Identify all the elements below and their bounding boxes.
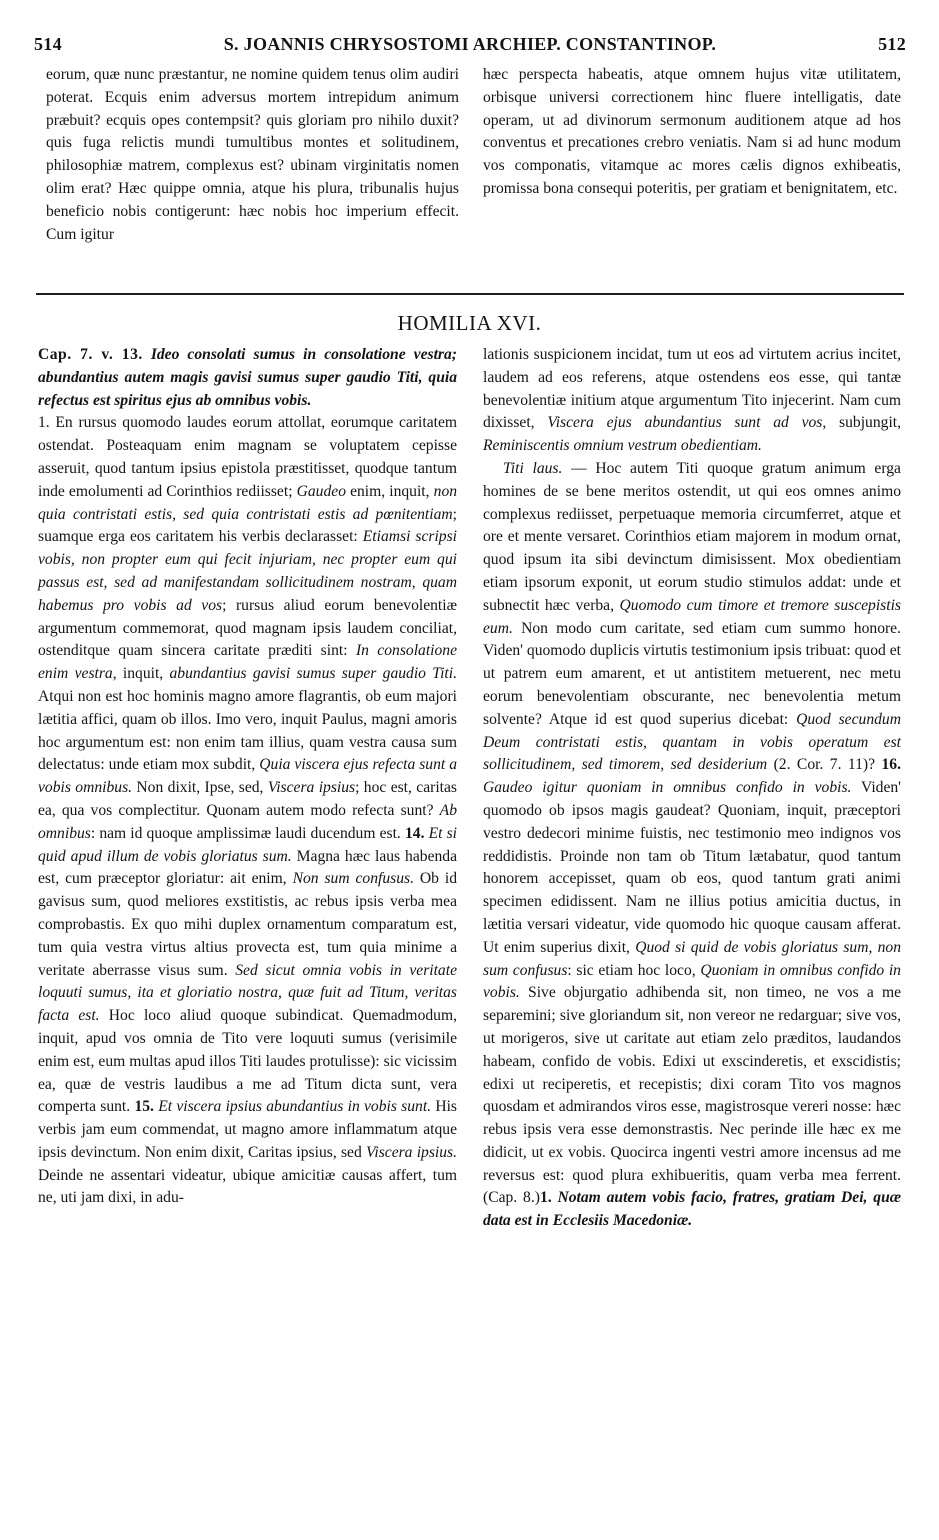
side-heading: Titi laus.: [503, 459, 563, 477]
text-span: — Hoc autem Titi quoque gratum animum erga homines de se bene meritos ostendit, ut qui eos omnes animo complexus rediisset, perpetuaque memoria circumferret, atque et ore et mente versaret. Corinthios etiam majorem in modum ornat, quod ipsum ita sibi devinctum dimisissent. Mox obedientiam etiam ipsorum exponit, ut eorum studio stimulos addat: unde et subnectit hæc verba,: [483, 459, 901, 614]
text-span: : nam id quoque amplissimæ laudi ducendum est.: [90, 824, 401, 842]
text-span: , subjungit,: [822, 414, 902, 432]
text-span: His verbis jam eum commendat, ut magno amore inflammatum atque ipsis devinctum. Non enim dixit, Caritas ipsius, sed: [38, 1098, 457, 1161]
quote-span: Viscera ejus abundantius sunt ad vos: [547, 414, 823, 432]
verse-number: 15.: [134, 1098, 154, 1116]
text-span: Viden' quomodo ob ipsos magis gaudeat? Quoniam, inquit, præceptori vestro dedecori minime fuistis, nec testimonio meo indignos vos reddidistis. Proinde non tam ob Titum lætabatur, quod tantum honorem accepisset, quam ob eos, quod tantum grati animi specimen edidissent. Nam ne illius potius amicitia ductus, in lætitia versari videatur, vide quomodo hic quoque causam afferat. Ut enim superius dixit,: [483, 779, 901, 956]
running-head: [34, 34, 906, 58]
left-body: [38, 412, 457, 1210]
quote-span: Quoniam in omnibus confido in vobis.: [483, 961, 901, 1002]
quote-span: non quia contristati estis, sed quia contristati estis ad pœnitentiam: [38, 482, 458, 523]
scripture-reference: (2. Cor. 7. 11)?: [773, 756, 876, 774]
cap-heading: [38, 344, 457, 412]
running-title: S. JOANNIS CHRYSOSTOMI ARCHIEP. CONSTANTINOP.: [223, 34, 717, 54]
quote-span: Quod secundum Deum contristati estis, quantam in vobis operatum est sollicitudinem, sed timorem, sed desiderium: [483, 710, 901, 774]
quote-span: Ab omnibus: [38, 801, 457, 842]
quote-span: Gaudeo: [296, 482, 346, 500]
quote-span: Reminiscentis omnium vestrum obedientiam.: [483, 437, 762, 455]
text-span: Magna hæc laus habenda est, cum præceptor gloriatur: ait enim,: [38, 847, 458, 888]
verse-number: 14.: [404, 824, 425, 842]
cap-verse: Ideo consolati sumus in consolatione vestra; abundantius autem magis gavisi sumus super gaudio Titi, quia refectus est spiritus ejus ab omnibus vobis.: [38, 346, 457, 409]
quote-span: Non sum confusus.: [292, 870, 414, 888]
right-body-1: [483, 344, 901, 458]
quote-span: abundantius gavisi sumus super gaudio Titi.: [169, 665, 457, 683]
quote-span: Etiamsi scripsi vobis, non propter eum qui fecit injuriam, nec propter eum qui passus est, sed ad manifestandam sollicitudinem nostram, quam habemus pro vobis ad vos: [38, 528, 457, 614]
verse-number: 16.: [881, 756, 901, 774]
cap-label: Cap. 7. v. 13.: [38, 346, 143, 363]
quote-span: Gaudeo igitur quoniam in omnibus confido in vobis.: [483, 779, 852, 797]
text-span: , inquit,: [112, 665, 164, 683]
homily-title: HOMILIA XVI.: [397, 311, 542, 335]
verse-number: 1.: [539, 1189, 552, 1207]
quote-span: Quomodo cum timore et tremore suscepistis eum.: [483, 596, 901, 637]
right-column: [483, 344, 901, 1233]
quote-span: Notam autem vobis facio, fratres, gratiam Dei, quæ data est in Ecclesiis Macedoniæ.: [483, 1189, 902, 1230]
text-span: Sive objurgatio adhibenda sit, non timeo, ne vos a me separemini; sive gloriandum sit, non vereor ne redarguar; sive vos, ut morigeros, sive ut caritate aut etiam zelo præditos, laudandos habeam, confido de vobis. Edixi ut exscinderetis, et exscidistis; edixi ut reciperetis, et recepistis; dixi coram Tito vos magnos quosdam et admirandos viros esse, magistrosque vereri nosse: hæc rebus ipsis vera esse demonstrastis. Nec perinde ille hæc ex me didicit, ut ex vobis. Quocirca ingenti vestri amore incensus ad me reversus est: quod plura exhibueritis, quam verba mea ferrent.: [483, 984, 901, 1184]
quote-span: Quod si quid de vobis gloriatus sum, non sum confusus: [483, 938, 902, 979]
text-span: 1. En rursus quomodo laudes eorum attollat, eorumque caritatem ostendat. Posteaquam enim magnam se voluptatem cepisse asseruit, quod tantum ipsius epistola præstitisset, quodque tantum inde emolumenti ad Corinthios rediisset;: [38, 414, 457, 500]
text-span: Non dixit, Ipse, sed,: [136, 779, 264, 797]
top-right-paragraph: hæc perspecta habeatis, atque omnem hujus vitæ utilitatem, orbisque universi correctionem hinc fluere intelligatis, date operam, ut ad divinorum sermonum auditionem atque ad hos conventus et precationes crebro veniatis. Nam si ad hunc modum vos componatis, vitamque ac mores cælis dignos exhibeatis, promissa bona consequi poteritis, per gratiam et benignitatem, etc.: [483, 66, 901, 197]
text-span: ; hoc est, caritas ea, qua vos complectitur. Quonam autem modo refecta sunt?: [38, 779, 457, 819]
quote-span: Et si quid apud illum de vobis gloriatus sum.: [38, 824, 458, 865]
text-span: : sic etiam hoc loco,: [567, 961, 696, 979]
text-span: Atqui non est hoc hominis magno amore flagrantis, ob eum majori lætitia affici, quam ob illos. Imo vero, inquit Paulus, magni amoris hoc argumentum est: non enim tam illius, quam vestra causa sum delectatus: unde etiam mox subdit,: [38, 687, 457, 774]
text-span: enim, inquit,: [350, 482, 430, 500]
text-span: lationis suspicionem incidat, tum ut eos ad virtutem acrius incitet, laudem ad eos referens, atque ostendens eos esse, qui tantæ benevolentiæ initium atque argumentum Tito injecerint. Nam cum dixisset,: [483, 346, 901, 432]
text-span: Ob id gavisus sum, quod meliores exstitistis, ac rebus ipsis verba mea comprobastis. Ex quo mihi duplex ornamentum comparatum est, tum quia vestra virtus altius provecta est, tum quia minime a veritate aberrasse visus sum.: [38, 870, 457, 979]
right-body-2: [483, 458, 901, 1233]
text-span: Deinde ne assentari videatur, ubique amicitiæ causas affert, tum ne, uti jam dixi, in adu-: [38, 1166, 457, 1207]
quote-span: Viscera ipsius: [267, 779, 356, 797]
top-right-column: [483, 64, 901, 201]
page-number-right: 512: [878, 34, 906, 54]
quote-span: Sed sicut omnia vobis in veritate loquuti sumus, ita et gloriatio nostra, quæ fuit ad Titum, veritas facta est.: [38, 961, 457, 1025]
chapter-reference: (Cap. 8.): [483, 1189, 540, 1207]
top-left-paragraph: eorum, quæ nunc præstantur, ne nomine quidem tenus olim audiri poterat. Ecquis enim adversus mortem intrepidum animum præbuit? ecquis opes contempsit? quis gloriam pro nihilo duxit? quis fuga relictis mundi tumultibus montes et solitudinem, philosophiæ matrem, complexus est? ubinam virginitatis nomen olim erat? Hæc quippe omnia, atque his plura, tribunalis hujus beneficio nobis contigerunt: hæc nobis hoc imperium effecit. Cum igitur: [46, 66, 459, 243]
text-span: ; suamque erga eos caritatem his verbis declarasset:: [38, 505, 457, 546]
quote-span: Quia viscera ejus refecta sunt a vobis omnibus.: [38, 756, 457, 797]
top-left-column: [46, 64, 459, 246]
quote-span: Viscera ipsius.: [366, 1143, 458, 1161]
quote-span: In consolatione enim vestra: [38, 642, 458, 683]
text-span: ; rursus aliud eorum benevolentiæ argumentum commemorat, quod magnam ipsis laudem conciliat, ostenditque quam sincera caritate præditi sint:: [38, 596, 457, 660]
section-divider: [36, 293, 904, 295]
quote-span: Et viscera ipsius abundantius in vobis sunt.: [158, 1098, 432, 1116]
text-span: Non modo cum caritate, sed etiam cum summo honore. Viden' quomodo duplicis virtutis testimonium ipsis tribuat: quod et ut patrem eum amarent, et ut antistitem metuerent, nec metu eorum benevolentiam obscurante, nec benevolentia metum solvente? Atque id est quod superius dicebat:: [483, 619, 902, 728]
page-number-left: 514: [34, 34, 62, 54]
text-span: Hoc loco aliud quoque subindicat. Quemadmodum, inquit, apud vos omnia de Tito vere loquuti sumus (verisimile enim est, eum multas apud illos Titi laudes protulisse): sic vicissim ea, quæ de vestris laudibus a me ad Titum dicta sunt, vera comperta sunt.: [38, 1007, 457, 1116]
left-column: [38, 344, 457, 1210]
